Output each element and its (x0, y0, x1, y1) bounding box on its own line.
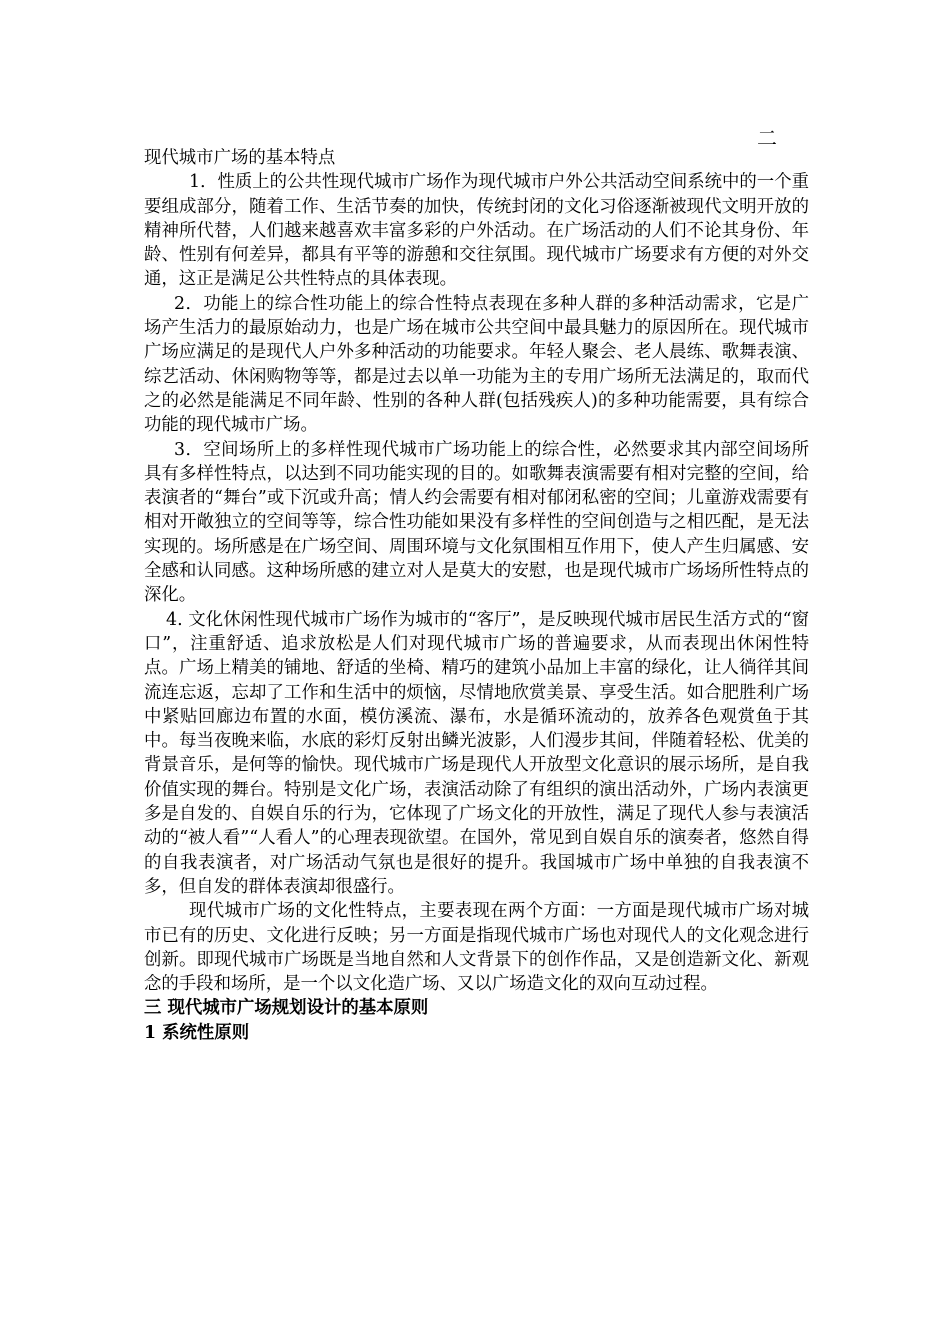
paragraph-comprehensiveness: 2．功能上的综合性功能上的综合性特点表现在多种人群的多种活动需求，它是广场产生活力的最原始动力，也是广场在城市公共空间中最具魅力的原因所在。现代城市广场应满足的是现代人户外多种活动的功能要求。年轻人聚会、老人晨练、歌舞表演、综艺活动、休闲购物等等，都是过去以单一功能为主的专用广场所无法满足的，取而代之的必然是能满足不同年龄、性别的各种人群(包括残疾人)的多种功能需要，具有综合功能的现代城市广场。 (144, 293, 809, 436)
paragraph-diversity: 3．空间场所上的多样性现代城市广场功能上的综合性，必然要求其内部空间场所具有多样性特点，以达到不同功能实现的目的。如歌舞表演需要有相对完整的空间，给表演者的“舞台”或下沉或升高；情人约会需要有相对郁闭私密的空间；儿童游戏需要有相对开敞独立的空间等等，综合性功能如果没有多样性的空间创造与之相匹配，是无法实现的。场所感是在广场空间、周围环境与文化氛围相互作用下，使人产生归属感、安全感和认同感。这种场所感的建立对人是莫大的安慰，也是现代城市广场场所性特点的深化。 (144, 439, 809, 606)
section-number-mark: 二 (757, 126, 777, 150)
paragraph-culture: 现代城市广场的文化性特点，主要表现在两个方面：一方面是现代城市广场对城市已有的历史、文化进行反映；另一方面是指现代城市广场也对现代人的文化观念进行创新。即现代城市广场既是当地自然和人文背景下的创作作品，又是创造新文化、新观念的手段和场所，是一个以文化造广场、又以广场造文化的双向互动过程。 (144, 901, 809, 995)
subsection-heading: 1 系统性原则 (144, 1022, 250, 1043)
paragraph-publicness: 1．性质上的公共性现代城市广场作为现代城市户外公共活动空间系统中的一个重要组成部分，随着工作、生活节奏的加快，传统封闭的文化习俗逐渐被现代文明开放的精神所代替，人们越来越喜欢丰富多彩的户外活动。在广场活动的人们不论其身份、年龄、性别有何差异，都具有平等的游憩和交往氛围。现代城市广场要求有方便的对外交通，这正是满足公共性特点的具体表现。 (144, 172, 809, 290)
document-body (144, 146, 809, 1045)
paragraph-leisure: 4. 文化休闲性现代城市广场作为城市的“客厅”，是反映现代城市居民生活方式的“窗口”，注重舒适、追求放松是人们对现代城市广场的普遍要求，从而表现出休闲性特点。广场上精美的铺地、舒适的坐椅、精巧的建筑小品加上丰富的绿化，让人徜徉其间流连忘返，忘却了工作和生活中的烦恼，尽情地欣赏美景、享受生活。如合肥胜利广场中紧贴回廊边布置的水面，模仿溪流、瀑布，水是循环流动的，放养各色观赏鱼于其中。每当夜晚来临，水底的彩灯反射出鳞光波影，人们漫步其间，伴随着轻松、优美的背景音乐，是何等的愉快。现代城市广场是现代人开放型文化意识的展示场所，是自我价值实现的舞台。特别是文化广场，表演活动除了有组织的演出活动外，广场内表演更多是自发的、自娱自乐的行为，它体现了广场文化的开放性，满足了现代人参与表演活动的“被人看”“人看人”的心理表现欲望。在国外，常见到自娱自乐的演奏者，悠然自得的自我表演者，对广场活动气氛也是很好的提升。我国城市广场中单独的自我表演不多，但自发的群体表演却很盛行。 (144, 609, 809, 897)
chapter-heading: 三 现代城市广场规划设计的基本原则 (144, 998, 429, 1019)
section-title: 现代城市广场的基本特点 (144, 148, 336, 168)
